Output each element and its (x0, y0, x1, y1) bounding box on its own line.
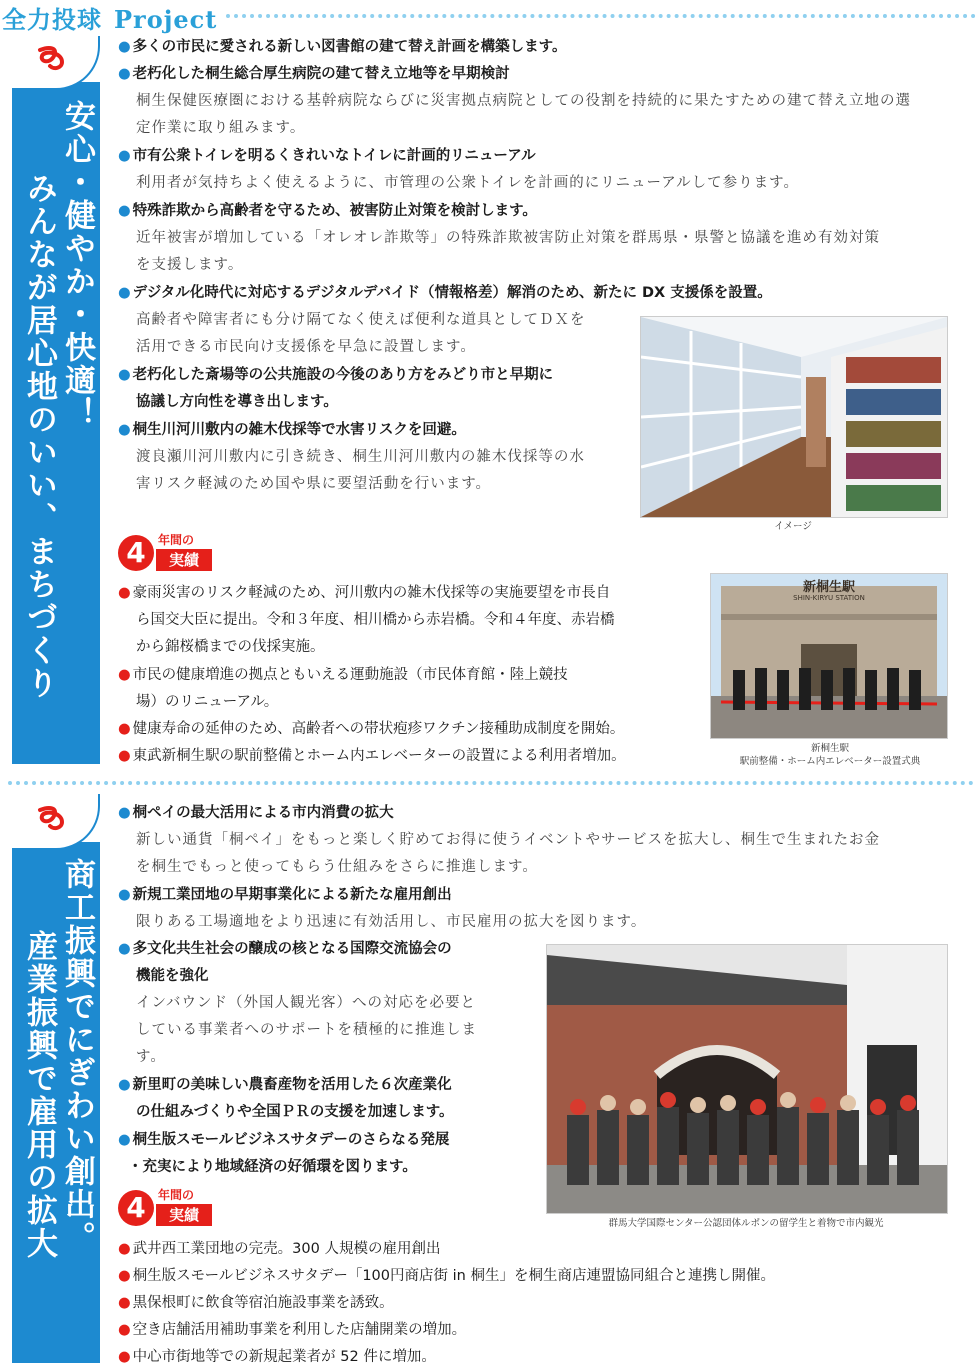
item-heading: ● 老朽化した斎場等の公共施設の今後のあり方をみどり市と早期に (118, 362, 553, 389)
item-text: 渡良瀬川河川敷内に引き続き、桐生川河川敷内の雑木伐採等の水 (136, 449, 585, 465)
section2-item-3 (118, 936, 477, 1071)
result-text: ● 東武新桐生駅の駅前整備とホーム内エレベーターの設置による利用者増加。 (118, 743, 626, 770)
item-text: 害リスク軽減のため国や県に要望活動を行います。 (136, 476, 492, 492)
item-text: を桐生でもっと使ってもらう仕組みをさらに推進します。 (136, 859, 538, 875)
badge-number: 4 (118, 1190, 154, 1226)
section1-item-7 (118, 417, 585, 498)
item-text: 桐生保健医療圏における基幹病院ならびに災害拠点病院としての役割を持続的に果たすための建て替え立地の選 (136, 93, 911, 109)
badge-top-text: 年間の (158, 1188, 195, 1202)
result-text: から錦桜橋までの伐採実施。 (136, 639, 325, 655)
item-heading-cont: 機能を強化 (136, 968, 209, 984)
station-sign: 新桐生駅 (802, 580, 855, 595)
item-text: を支援します。 (136, 257, 244, 273)
result-text: ● 黒保根町に飲食等宿泊施設事業を誘致。 (118, 1290, 775, 1317)
header (0, 0, 980, 34)
result-text: ● 武井西工業団地の完売。300 人規模の雇用創出 (118, 1236, 775, 1263)
result-text: ● 豪雨災害のリスク軽減のため、河川敷内の雑木伐採等の実施要望を市長自 (118, 580, 615, 607)
section2-item-4 (118, 1072, 454, 1126)
item-heading: ● 新規工業団地の早期事業化による新たな雇用創出 (118, 882, 646, 909)
section2-item-5 (118, 1127, 449, 1181)
brick-warehouse-group-image (546, 944, 948, 1214)
result-text: ● 空き店舗活用補助事業を利用した店舗開業の増加。 (118, 1317, 775, 1344)
item-heading: ● 多文化共生社会の醸成の核となる国際交流協会の (118, 936, 477, 963)
section1-item-4 (118, 198, 880, 279)
badge-number: 4 (118, 535, 154, 571)
section1-result-3 (118, 716, 624, 743)
item-heading: ● 新里町の美味しい農畜産物を活用した６次産業化 (118, 1072, 454, 1099)
page-title (2, 0, 217, 35)
result-text: ● 健康寿命の延伸のため、高齢者への帯状疱疹ワクチン接種助成制度を開始。 (118, 716, 624, 743)
result-text: ● 市民の健康増進の拠点ともいえる運動施設（市民体育館・陸上競技 (118, 662, 568, 689)
section2-item-1 (118, 800, 880, 881)
section2-title-line1: 商工振興でにぎわい創出。 (59, 858, 95, 1254)
badge-top-text: 年間の (158, 533, 195, 547)
station-ceremony-image (710, 573, 948, 739)
item-text: インバウンド（外国人観光客）への対応を必要と (136, 995, 476, 1011)
item-heading: ● 桐生版スモールビジネスサタデーのさらなる発展 (118, 1127, 449, 1154)
station-sign-en: SHIN-KIRYU STATION (793, 594, 865, 602)
item-text: 高齢者や障害者にも分け隔てなく使えば便利な道具としてＤＸを (136, 312, 586, 328)
item-text: 限りある工場適地をより迅速に有効活用し、市民雇用の拡大を図ります。 (136, 914, 647, 930)
item-heading-cont: 協議し方向性を導き出します。 (136, 394, 338, 410)
item-text: している事業者へのサポートを積極的に推進しま (136, 1022, 477, 1038)
library-caption: イメージ (774, 521, 812, 532)
item-text: 利用者が気持ちよく使えるように、市管理の公衆トイレを計画的にリニューアルして参ります。 (136, 175, 800, 191)
result-text: ● 中心市街地等での新規起業者が 52 件に増加。 (118, 1344, 775, 1371)
section2-title-line2: 産業振興で雇用の拡大 (21, 930, 57, 1260)
section1-item-2 (118, 61, 911, 142)
section2-item-2 (118, 882, 646, 936)
result-text: ● 桐生版スモールビジネスサタデー「100円商店街 in 桐生」を桐生商店連盟協同組合と連携し開催。 (118, 1263, 775, 1290)
section1-item-3 (118, 143, 799, 197)
library-image (640, 316, 948, 518)
section1-title-line1: 安心・健やか・快適！ (59, 100, 95, 430)
header-dotted-line (226, 14, 976, 18)
badge-bottom-text: 実績 (156, 549, 212, 571)
warehouse-caption: 群馬大学国際センター公認団体ルボンの留学生と着物で市内観光 (608, 1218, 884, 1229)
four-year-results-badge (118, 533, 212, 573)
item-heading: ● 市有公衆トイレを明るくきれいなトイレに計画的リニューアル (118, 143, 799, 170)
section1-item-1 (118, 34, 567, 61)
item-text: 定作業に取り組みます。 (136, 120, 306, 136)
item-heading: ● 桐生川河川敷内の雑木伐採等で水害リスクを回避。 (118, 417, 585, 444)
item-heading: ● 特殊詐欺から高齢者を守るため、被害防止対策を検討します。 (118, 198, 880, 225)
item-text: 近年被害が増加している「オレオレ詐欺等」の特殊詐欺被害防止対策を群馬県・県警と協議を進め有効対策 (136, 230, 880, 246)
station-caption-2: 駅前整備・ホーム内エレベーター設置式典 (739, 756, 921, 767)
four-year-results-badge-2 (118, 1188, 212, 1228)
section1-item-6 (118, 362, 553, 416)
item-text: 活用できる市民向け支援係を早急に設置します。 (136, 339, 476, 355)
item-heading: ● 桐ペイの最大活用による市内消費の拡大 (118, 800, 880, 827)
item-heading: ● デジタル化時代に対応するデジタルデバイド（情報格差）解消のため、新たに DX 支援係を設置。 (118, 280, 772, 307)
item-heading: ● 多くの市民に愛される新しい図書館の建て替え計画を構築します。 (118, 34, 567, 61)
section-separator (8, 781, 974, 785)
section1-result-2 (118, 662, 568, 716)
result-text: 場）のリニューアル。 (136, 694, 279, 710)
item-heading-cont: ・充実により地域経済の好循環を図ります。 (128, 1159, 417, 1175)
title-jp: 全力投球 (2, 5, 102, 34)
section1-result-4 (118, 743, 626, 770)
title-en: Project (114, 5, 218, 34)
section2-results (118, 1236, 775, 1371)
section1-result-1 (118, 580, 615, 661)
item-heading-cont: の仕組みづくりや全国ＰＲの支援を加速します。 (136, 1104, 454, 1120)
item-text: す。 (136, 1049, 166, 1065)
station-caption-1: 新桐生駅 (810, 743, 849, 754)
kiryu-logo-icon (32, 804, 72, 834)
badge-bottom-text: 実績 (156, 1204, 212, 1226)
result-text: ら国交大臣に提出。令和３年度、相川橋から赤岩橋。令和４年度、赤岩橋 (136, 612, 615, 628)
item-text: 新しい通貨「桐ペイ」をもっと楽しく貯めてお得に使うイベントやサービスを拡大し、桐生で生まれたお金 (136, 832, 880, 848)
item-heading: ● 老朽化した桐生総合厚生病院の建て替え立地等を早期検討 (118, 61, 911, 88)
kiryu-logo-icon (32, 44, 72, 74)
section1-title-line2: みんなが居心地のいい、まちづくり (21, 172, 57, 700)
